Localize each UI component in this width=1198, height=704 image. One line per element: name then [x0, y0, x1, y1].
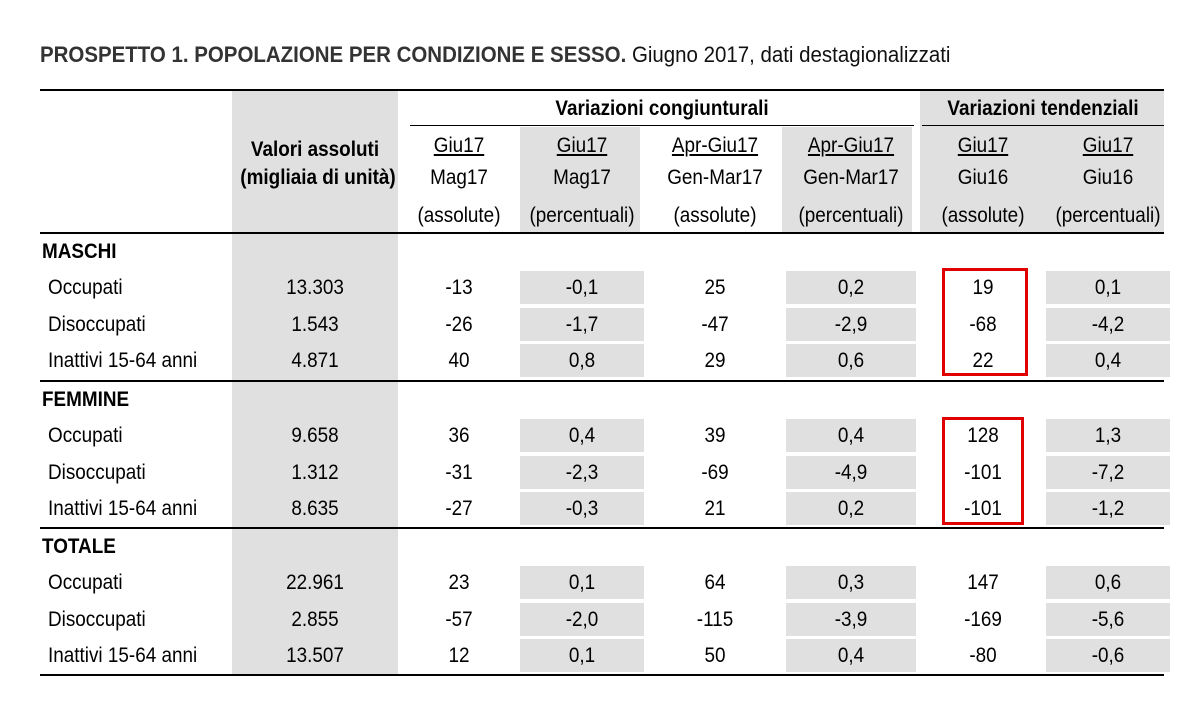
row-label: Occupati	[48, 424, 123, 447]
table-cell: -7,2	[1091, 460, 1125, 484]
section-header: TOTALE	[42, 535, 116, 558]
table-cell: 0,2	[837, 497, 865, 521]
row-label: Inattivi 15-64 anni	[48, 644, 198, 668]
highlight-maschi-tendenziali	[942, 268, 1028, 376]
row-label: Disoccupati	[48, 312, 146, 336]
column-header-6-mid: Giu16	[1082, 166, 1134, 189]
column-header-3-top: Apr-Giu17	[671, 134, 759, 157]
section-separator	[40, 232, 1164, 234]
column-header-4-bot: (percentuali)	[798, 204, 904, 227]
table-cell: 29	[704, 349, 726, 373]
table-cell: -69	[701, 460, 729, 484]
table-cell: 0,1	[568, 644, 596, 668]
column-header-1-mid: Mag17	[430, 166, 488, 189]
row-label: Inattivi 15-64 anni	[48, 349, 198, 373]
table-title-subtitle: Giugno 2017, dati destagionalizzati	[631, 42, 951, 67]
table-bottom-border	[40, 674, 1164, 676]
row-label: Inattivi 15-64 anni	[48, 497, 198, 521]
row-label: Disoccupati	[48, 460, 146, 484]
table-cell: 0,4	[568, 424, 596, 447]
column-header-3-bot: (assolute)	[673, 204, 757, 227]
table-cell: -1,7	[565, 312, 599, 336]
table-cell: -101	[964, 460, 1002, 484]
table-cell: 0,6	[837, 349, 865, 373]
table-cell: 22.961	[286, 571, 344, 594]
table-cell: 1.312	[291, 460, 339, 484]
table-cell: -68	[969, 312, 997, 336]
table-cell: 128	[967, 424, 999, 447]
column-header-3-mid: Gen-Mar17	[667, 166, 763, 189]
table-cell: 0,4	[1094, 349, 1122, 373]
column-header-6-top: Giu17	[1082, 134, 1134, 157]
table-cell: -169	[964, 607, 1002, 631]
highlight-femmine-tendenziali	[942, 417, 1024, 525]
table-cell: 12	[448, 644, 470, 668]
column-header-5-mid: Giu16	[957, 166, 1009, 189]
table-cell: -27	[445, 497, 473, 521]
table-cell: 147	[967, 571, 999, 594]
column-header-6-bot: (percentuali)	[1055, 204, 1161, 227]
table-cell: 0,1	[1094, 276, 1122, 299]
header-group-congiunturali: Variazioni congiunturali	[555, 97, 769, 120]
table-cell: 40	[448, 349, 470, 373]
table-cell: 1,3	[1094, 424, 1122, 447]
table-cell: 13.303	[286, 276, 344, 299]
table-cell: 0,4	[837, 424, 865, 447]
column-header-1-bot: (assolute)	[417, 204, 501, 227]
column-header-5-bot: (assolute)	[941, 204, 1025, 227]
header-valori-line2: (migliaia di unità)	[240, 166, 396, 189]
table-cell: 64	[704, 571, 726, 594]
header-group-tendenziali: Variazioni tendenziali	[947, 97, 1139, 120]
table-cell: -0,1	[565, 276, 599, 299]
table-cell: 19	[972, 276, 994, 299]
table-cell: -0,3	[565, 497, 599, 521]
table-cell: -47	[701, 312, 729, 336]
table-title-bold: PROSPETTO 1. POPOLAZIONE PER CONDIZIONE E SESSO.	[40, 42, 627, 67]
section-separator	[40, 380, 1164, 382]
section-header: MASCHI	[42, 240, 117, 263]
column-header-1-top: Giu17	[433, 134, 485, 157]
table-cell: -4,9	[834, 460, 868, 484]
table-cell: -3,9	[834, 607, 868, 631]
column-header-2-mid: Mag17	[553, 166, 611, 189]
table-cell: 2.855	[291, 607, 339, 631]
congiunturali-underline	[410, 125, 914, 126]
table-cell: 23	[448, 571, 470, 594]
table-cell: -2,0	[565, 607, 599, 631]
row-label: Occupati	[48, 571, 123, 594]
table-cell: -1,2	[1091, 497, 1125, 521]
header-valori-line1: Valori assoluti	[250, 138, 380, 161]
table-cell: -101	[964, 497, 1002, 521]
tendenziali-underline	[922, 125, 1164, 126]
table-cell: 21	[704, 497, 726, 521]
column-header-2-bot: (percentuali)	[529, 204, 635, 227]
table-title	[40, 40, 950, 70]
table-cell: -31	[445, 460, 473, 484]
table-cell: 0,2	[837, 276, 865, 299]
row-label: Disoccupati	[48, 607, 146, 631]
table-cell: 36	[448, 424, 470, 447]
column-header-2-top: Giu17	[556, 134, 608, 157]
table-cell: 0,4	[837, 644, 865, 668]
table-cell: -80	[969, 644, 997, 668]
table-cell: -115	[696, 607, 734, 631]
table-cell: -26	[445, 312, 473, 336]
table-cell: 39	[704, 424, 726, 447]
table-top-border	[40, 89, 1164, 91]
section-separator	[40, 527, 1164, 529]
table-cell: 25	[704, 276, 726, 299]
table-cell: 1.543	[291, 312, 339, 336]
table-cell: 50	[704, 644, 726, 668]
table-cell: 13.507	[286, 644, 344, 668]
table-cell: -2,3	[565, 460, 599, 484]
table-cell: -5,6	[1091, 607, 1125, 631]
table-cell: -57	[445, 607, 473, 631]
row-label: Occupati	[48, 276, 123, 299]
table-cell: -4,2	[1091, 312, 1125, 336]
table-cell: -2,9	[834, 312, 868, 336]
table-cell: 0,8	[568, 349, 596, 373]
table-cell: 0,6	[1094, 571, 1122, 594]
table-cell: -13	[445, 276, 473, 299]
table-cell: 22	[972, 349, 994, 373]
table-cell: 4.871	[291, 349, 339, 373]
table-cell: 0,3	[837, 571, 865, 594]
table-cell: 0,1	[568, 571, 596, 594]
table-cell: -0,6	[1091, 644, 1125, 668]
column-header-5-top: Giu17	[957, 134, 1009, 157]
table-cell: 8.635	[291, 497, 339, 521]
column-header-4-mid: Gen-Mar17	[803, 166, 899, 189]
column-header-4-top: Apr-Giu17	[807, 134, 895, 157]
table-cell: 9.658	[291, 424, 339, 447]
section-header: FEMMINE	[42, 388, 130, 411]
